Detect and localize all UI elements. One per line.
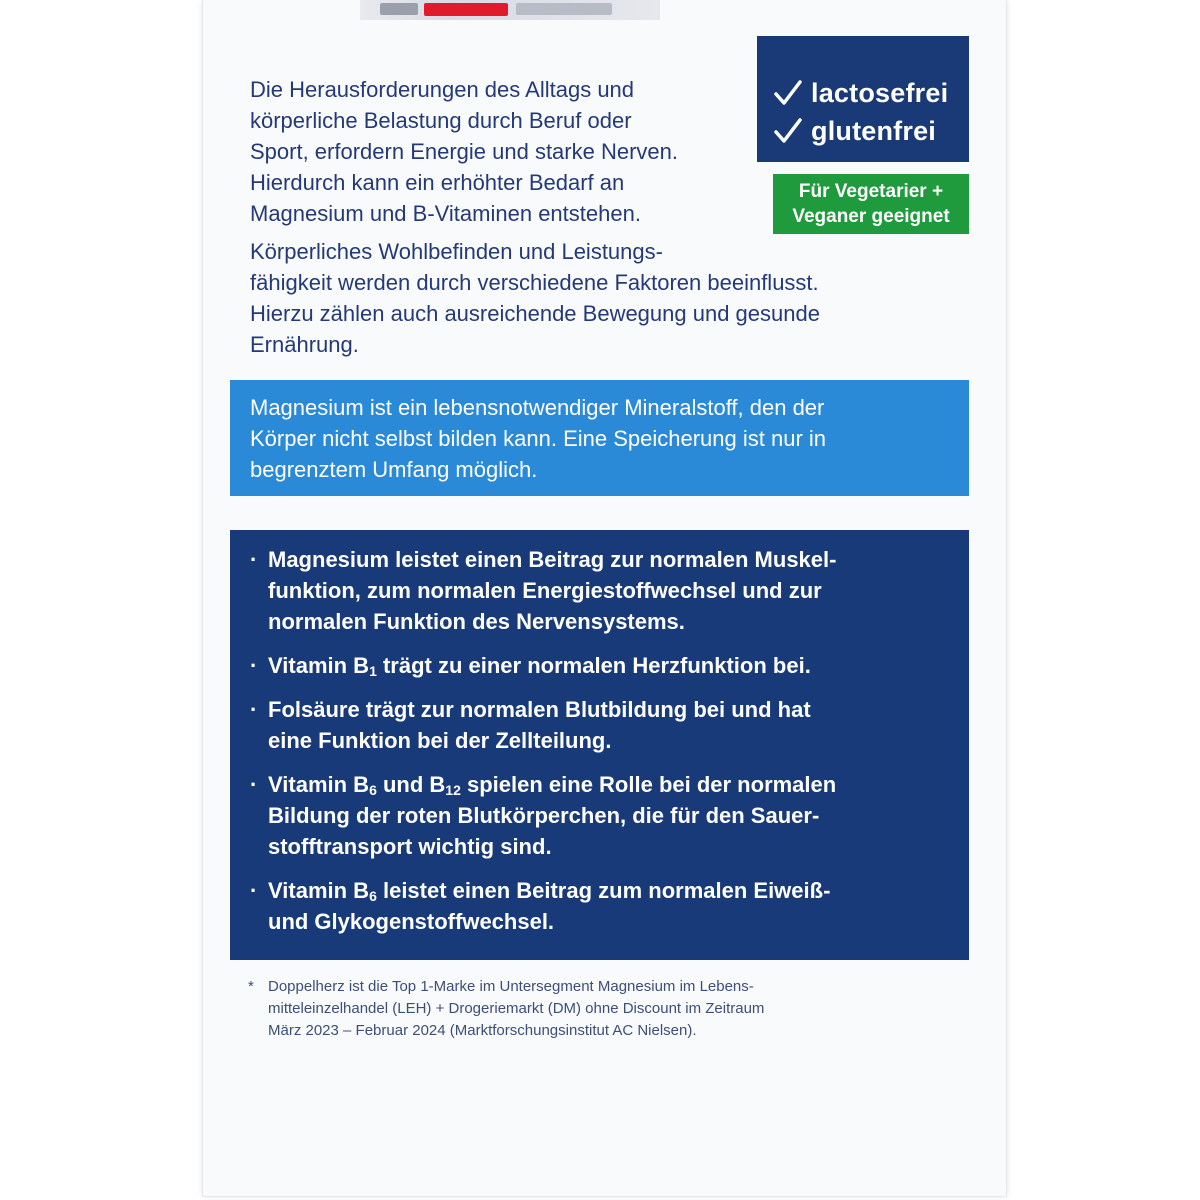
intro-line: fähigkeit werden durch verschiedene Faktoren beeinflusst. [250, 270, 819, 295]
vegan-badge-line-1: Für Vegetarier + [798, 181, 944, 202]
gluten-free-label: glutenfrei [811, 115, 937, 146]
claim-text: Vitamin B [268, 878, 370, 903]
intro-paragraph-2 [250, 236, 950, 360]
claim-text: Vitamin B [268, 772, 370, 797]
claim-line: Bildung der roten Blutkörperchen, die für den Sauer- [268, 803, 820, 828]
footnote-line: März 2023 – Februar 2024 (Marktforschungsinstitut AC Nielsen). [268, 1022, 697, 1039]
claim-line: Folsäure trägt zur normalen Blutbildung bei und hat [268, 697, 811, 722]
claim-line: eine Funktion bei der Zellteilung. [268, 728, 612, 753]
top-edge-mark-right [516, 3, 612, 15]
claim-text: spielen eine Rolle bei der normalen [460, 772, 837, 797]
intro-line: Die Herausforderungen des Alltags und [250, 77, 635, 102]
intro-line: Ernährung. [250, 332, 359, 357]
gluten-free-row [773, 112, 969, 150]
subscript: 6 [369, 782, 377, 798]
checkmark-icon [773, 116, 803, 146]
intro-line: Hierdurch kann ein erhöhter Bedarf an [250, 170, 625, 195]
free-from-badge [757, 36, 969, 162]
bullet-dot: · [250, 547, 258, 572]
footnote-line: Doppelherz ist die Top 1-Marke im Untersegment Magnesium im Lebens- [268, 978, 754, 995]
top-edge-mark-left [380, 3, 418, 15]
claim-item [250, 694, 949, 756]
claim-text: und B [376, 772, 446, 797]
vegan-badge-line-2: Veganer geeignet [792, 206, 950, 227]
claim-line: Magnesium leistet einen Beitrag zur normalen Muskel- [268, 547, 837, 572]
magnesium-info-box [230, 380, 969, 496]
claim-line: funktion, zum normalen Energiestoffwechsel und zur [268, 578, 822, 603]
intro-line: körperliche Belastung durch Beruf oder [250, 108, 632, 133]
claim-item [250, 650, 949, 681]
intro-paragraph-1 [250, 74, 750, 229]
intro-line: Magnesium und B-Vitaminen entstehen. [250, 201, 641, 226]
checkmark-icon [773, 78, 803, 108]
claim-item [250, 875, 949, 937]
claim-text: trägt zu einer normalen Herzfunktion bei. [376, 653, 811, 678]
brand-logo-strip [424, 3, 508, 16]
vegan-badge [773, 174, 969, 234]
info-line: Körper nicht selbst bilden kann. Eine Speicherung ist nur in [250, 426, 827, 451]
subscript: 12 [445, 782, 461, 798]
claim-line: stofftransport wichtig sind. [268, 834, 552, 859]
claim-line: normalen Funktion des Nervensystems. [268, 609, 685, 634]
subscript: 1 [369, 663, 377, 679]
bullet-dot: · [250, 697, 258, 722]
info-line: Magnesium ist ein lebensnotwendiger Mineralstoff, den der [250, 395, 825, 420]
bullet-dot: · [250, 772, 258, 797]
footnote [248, 976, 968, 1042]
claim-line [268, 875, 949, 906]
footnote-line: mitteleinzelhandel (LEH) + Drogeriemarkt (DM) ohne Discount im Zeitraum [268, 1000, 765, 1017]
claim-text: leistet einen Beitrag zum normalen Eiweiß- [376, 878, 831, 903]
bullet-dot: · [250, 653, 258, 678]
footnote-text [268, 976, 968, 1042]
claim-line [268, 650, 949, 681]
intro-line: Körperliches Wohlbefinden und Leistungs- [250, 239, 663, 264]
claim-item [250, 544, 949, 637]
intro-line: Hierzu zählen auch ausreichende Bewegung und gesunde [250, 301, 820, 326]
footnote-star: * [248, 978, 254, 995]
package-top-edge [360, 0, 660, 20]
claim-line: und Glykogenstoffwechsel. [268, 909, 555, 934]
info-line: begrenztem Umfang möglich. [250, 457, 538, 482]
bullet-dot: · [250, 878, 258, 903]
intro-line: Sport, erfordern Energie und starke Nerven. [250, 139, 679, 164]
lactose-free-label: lactosefrei [811, 77, 949, 108]
subscript: 6 [369, 888, 377, 904]
claim-line [268, 769, 949, 800]
claim-text: Vitamin B [268, 653, 370, 678]
health-claims-box [230, 530, 969, 960]
claim-item [250, 769, 949, 862]
lactose-free-row [773, 74, 969, 112]
